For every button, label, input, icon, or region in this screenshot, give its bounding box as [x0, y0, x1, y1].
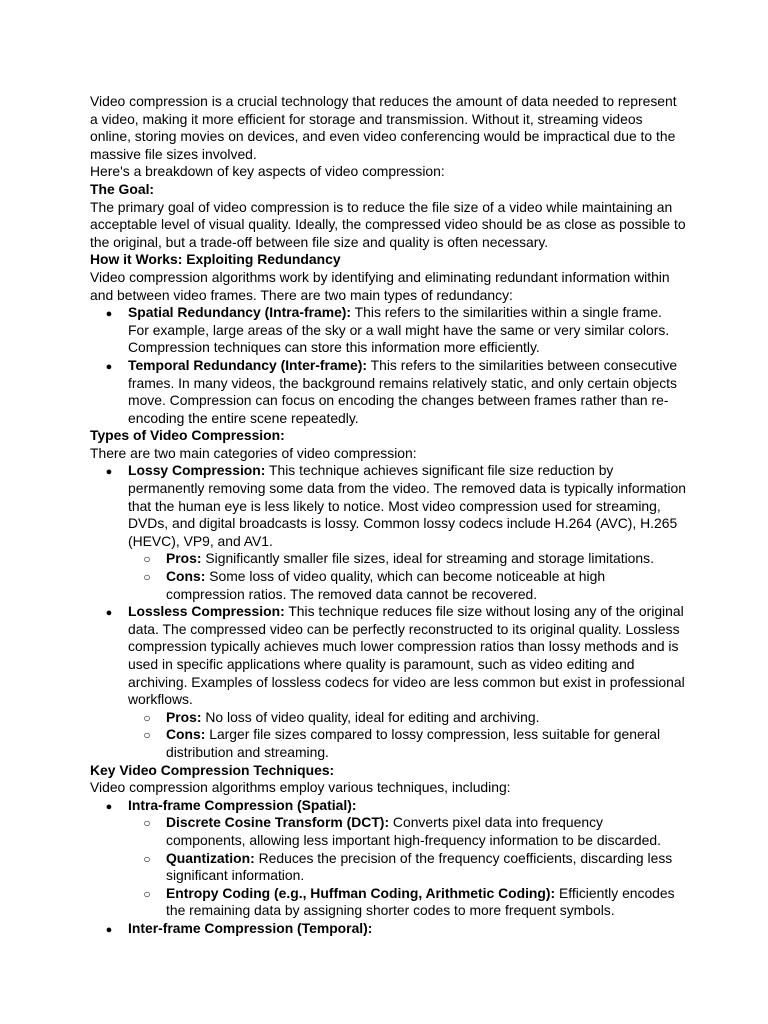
list-item-lossy-pros [128, 550, 686, 568]
list-item-lossless-cons [128, 726, 686, 761]
compression-types-list [90, 462, 686, 761]
list-item-text: Efficiently encodes the remaining data by assigning shorter codes to more frequent symbols. [166, 884, 675, 919]
goal-heading: The Goal: [90, 180, 155, 197]
list-item-term: Discrete Cosine Transform (DCT): [166, 814, 390, 831]
lossy-pros-cons-list [128, 550, 686, 603]
document-body [90, 93, 686, 938]
list-item-intra-frame [90, 797, 686, 920]
list-item-temporal-redundancy [90, 357, 686, 427]
list-item-lossy [90, 462, 686, 603]
types-paragraph: There are two main categories of video compression: [90, 444, 417, 461]
list-item-term: Lossless Compression: [128, 603, 285, 620]
circle-bullet-icon [141, 568, 153, 587]
list-item-term: Lossy Compression: [128, 462, 266, 479]
how-it-works-paragraph: Video compression algorithms work by identifying and eliminating redundant information within and between video frames. There are two main types of redundancy: [90, 268, 670, 303]
list-item-text: Significantly smaller file sizes, ideal for streaming and storage limitations. [201, 550, 654, 567]
bullet-icon [103, 797, 115, 817]
list-item-text: This refers to the similarities between consecutive frames. In many videos, the background remains relatively static, and only certain objects move. Compression can focus on encoding the changes between frames rather than re-encoding the entire scene repeatedly. [128, 356, 678, 426]
list-item-text: This technique achieves significant file size reduction by permanently removing some data from the video. The removed data is typically information that the human eye is less likely to notice. Most video compression used for streaming, DVDs, and digital broadcasts is lossy. Common lossy codecs include H.264 (AVC), H.265 (HEVC), VP9, and AV1. [128, 462, 686, 549]
list-item-term: Quantization: [166, 849, 255, 866]
list-item-text: This technique reduces file size without losing any of the original data. The compressed video can be perfectly reconstructed to its original quality. Lossless compression typically achieves much lower compression ratios than lossy methods and is used in specific applications where quality is paramount, such as video editing and archiving. Examples of lossless codecs for video are less common but exist in professional workflows. [128, 603, 685, 708]
list-item-dct [128, 814, 686, 849]
types-heading: Types of Video Compression: [90, 427, 285, 444]
list-item-lossless-pros [128, 709, 686, 727]
circle-bullet-icon [141, 726, 153, 745]
list-item-lossy-cons [128, 568, 686, 603]
bullet-icon [103, 920, 115, 940]
list-item-entropy-coding [128, 885, 686, 920]
list-item-text: Reduces the precision of the frequency coefficients, discarding less significant information. [166, 849, 673, 884]
intro-breakdown-line: Here's a breakdown of key aspects of video compression: [90, 163, 445, 180]
list-item-term: Pros: [166, 708, 202, 725]
list-item-term: Spatial Redundancy (Intra-frame): [128, 304, 352, 321]
list-item-term: Temporal Redundancy (Inter-frame): [128, 356, 368, 373]
bullet-icon [103, 357, 115, 377]
list-item-term: Cons: [166, 726, 206, 743]
list-item-text: Larger file sizes compared to lossy compression, less suitable for general distribution and streaming. [166, 726, 661, 760]
list-item-term: Pros: [166, 550, 202, 567]
bullet-icon [103, 462, 115, 482]
list-item-text: Some loss of video quality, which can become noticeable at high compression ratios. The removed data cannot be recovered. [166, 568, 606, 602]
intro-paragraph: Video compression is a crucial technology that reduces the amount of data needed to represent a video, making it more efficient for storage and transmission. Without it, streaming videos online, storing movies on devices, and even video conferencing would be impractical due to the massive file sizes involved. [90, 93, 677, 162]
bullet-icon [103, 304, 115, 324]
goal-paragraph: The primary goal of video compression is to reduce the file size of a video while maintaining an acceptable level of visual quality. Ideally, the compressed video should be as close as possible to the original, but a trade-off between file size and quality is often necessary. [90, 198, 686, 250]
lossless-pros-cons-list [128, 709, 686, 762]
techniques-heading: Key Video Compression Techniques: [90, 761, 335, 778]
list-item-spatial-redundancy [90, 304, 686, 357]
bullet-icon [103, 603, 115, 623]
techniques-paragraph: Video compression algorithms employ various techniques, including: [90, 779, 511, 796]
list-item-term: Entropy Coding (e.g., Huffman Coding, Arithmetic Coding): [166, 884, 556, 901]
circle-bullet-icon [141, 885, 153, 904]
list-item-text: Converts pixel data into frequency components, allowing less important high-frequency information to be discarded. [166, 814, 661, 848]
intra-frame-techniques-list [128, 814, 686, 920]
list-item-lossless [90, 603, 686, 761]
list-item-quantization [128, 850, 686, 885]
circle-bullet-icon [141, 709, 153, 728]
redundancy-list [90, 304, 686, 427]
list-item-text: No loss of video quality, ideal for editing and archiving. [201, 708, 540, 725]
circle-bullet-icon [141, 814, 153, 833]
techniques-list [90, 797, 686, 938]
list-item-text: This refers to the similarities within a single frame. For example, large areas of the sky or a wall might have the same or very similar colors. Compression techniques can store this information more efficiently. [128, 304, 670, 356]
list-item-term: Intra-frame Compression (Spatial): [128, 796, 357, 813]
list-item-term: Inter-frame Compression (Temporal): [128, 919, 373, 936]
circle-bullet-icon [141, 850, 153, 869]
list-item-inter-frame [90, 920, 686, 938]
how-it-works-heading: How it Works: Exploiting Redundancy [90, 251, 341, 268]
list-item-term: Cons: [166, 568, 206, 585]
circle-bullet-icon [141, 550, 153, 569]
